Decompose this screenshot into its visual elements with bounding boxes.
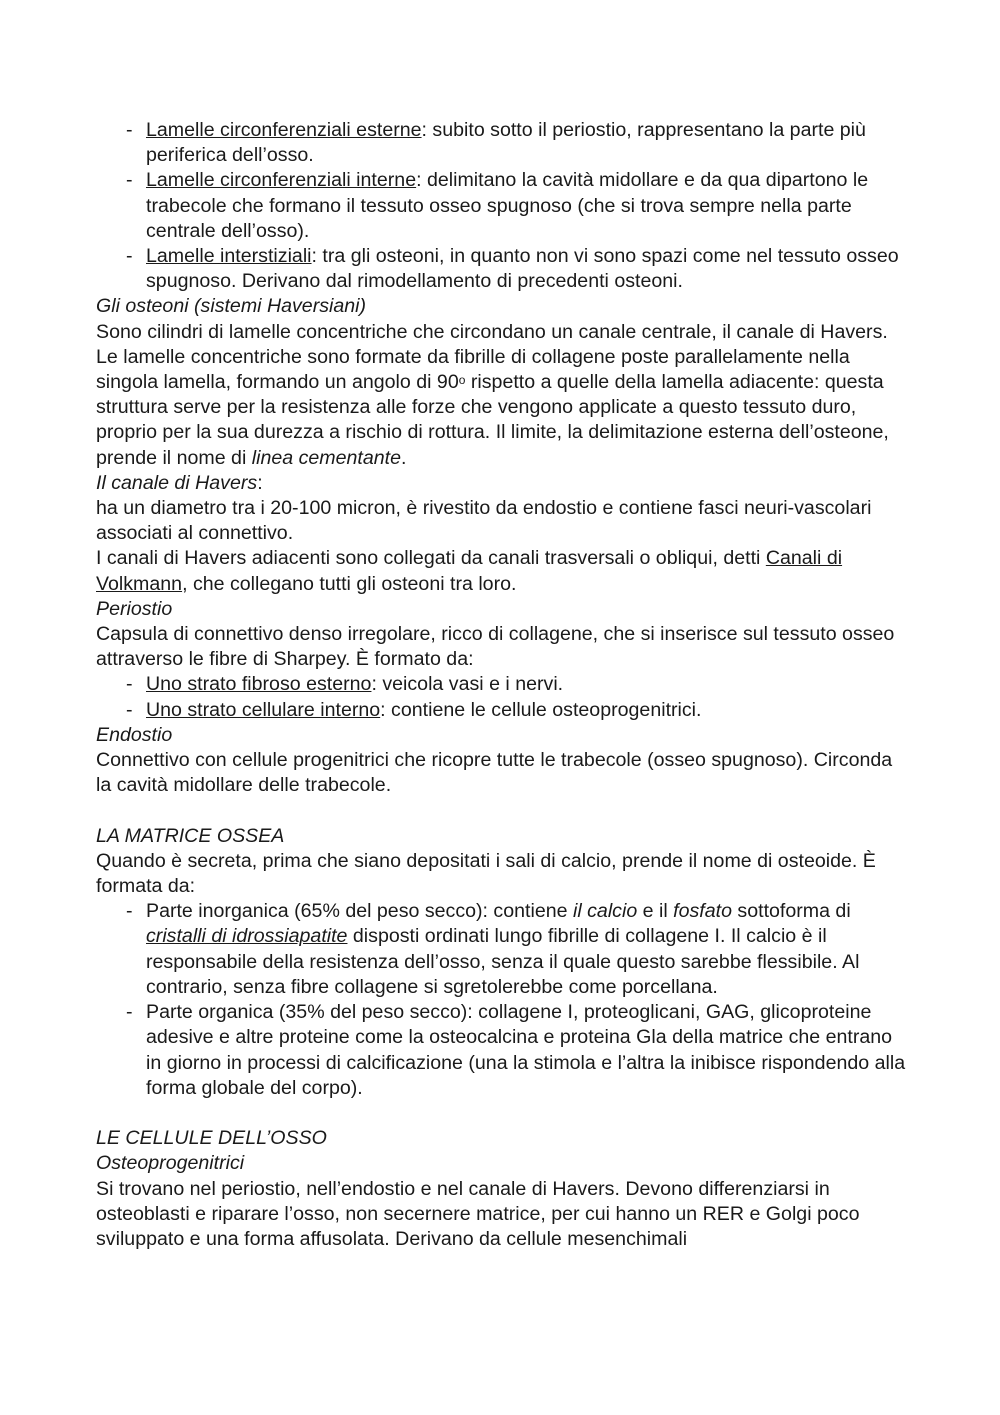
heading-matrice-ossea: LA MATRICE OSSEA bbox=[96, 824, 285, 847]
heading-periostio: Periostio bbox=[96, 597, 173, 620]
heading-endostio: Endostio bbox=[96, 723, 173, 746]
list-item bbox=[146, 168, 908, 244]
term-linea-cementante: linea cementante bbox=[251, 446, 401, 469]
blank-line bbox=[96, 1101, 908, 1126]
heading-havers bbox=[96, 471, 908, 496]
paragraph-text: rispetto a quelle della lamella adiacente: questa struttura serve per la resistenza alle forze che vengono applicate a questo tessuto duro, proprio per la sua durezza a rischio di rottura. Il limite, la delimitazione esterna dell’osteone, prende il nome di bbox=[96, 371, 889, 469]
degree-superscript: o bbox=[458, 373, 466, 388]
term-lamelle-interstiziali: Lamelle interstiziali bbox=[146, 245, 312, 268]
document-page bbox=[96, 118, 908, 1252]
item-text: Parte organica (35% del peso secco): collagene I, proteoglicani, GAG, glicoproteine adesive e altre proteine come la osteocalcina e proteina Gla della matrice che entrano in giorno in processi di calcificazione (una la stimola e l’altra la inibisce rispondendo alla forma globale del corpo). bbox=[146, 1001, 906, 1099]
paragraph-periostio: Capsula di connettivo denso irregolare, ricco di collagene, che si inserisce sul tessuto osseo attraverso le fibre di Sharpey. È formato da: bbox=[96, 623, 895, 671]
item-text: : tra gli osteoni, in quanto non vi sono spazi come nel tessuto osseo spugnoso. Derivano dal rimodellamento di precedenti osteoni. bbox=[146, 245, 899, 293]
blank-line bbox=[96, 798, 908, 823]
term-strato-fibroso: Uno strato fibroso esterno bbox=[146, 673, 372, 696]
term-lamelle-interne: Lamelle circonferenziali interne bbox=[146, 169, 417, 192]
term-canali-volkmann: Canali di Volkmann bbox=[96, 547, 843, 595]
term-strato-cellulare: Uno strato cellulare interno bbox=[146, 698, 381, 721]
periostio-list bbox=[96, 672, 908, 722]
paragraph-matrice: Quando è secreta, prima che siano depositati i sali di calcio, prende il nome di osteoide. È formata da: bbox=[96, 849, 876, 898]
term-lamelle-esterne: Lamelle circonferenziali esterne bbox=[146, 119, 422, 141]
paragraph-text: , che collegano tutti gli osteoni tra loro. bbox=[182, 572, 517, 595]
term-calcio: il calcio bbox=[572, 900, 638, 923]
paragraph-text: I canali di Havers adiacenti sono collegati da canali trasversali o obliqui, detti bbox=[96, 547, 766, 570]
list-item bbox=[146, 672, 908, 697]
item-text: : veicola vasi e i nervi. bbox=[371, 673, 564, 696]
heading-osteoprogenitrici: Osteoprogenitrici bbox=[96, 1152, 245, 1175]
paragraph-havers-1: ha un diametro tra i 20-100 micron, è rivestito da endostio e contiene fasci neuri-vascolari associati al connettivo. bbox=[96, 497, 872, 545]
list-item bbox=[146, 118, 908, 168]
item-text: disposti ordinati lungo fibrille di collagene I. Il calcio è il responsabile della resistenza dell’osso, senza il quale questo sarebbe flessibile. Al contrario, senza fibre collagene si sgretolerebbe come porcellana. bbox=[146, 925, 860, 998]
item-text: Parte inorganica (65% del peso secco): contiene bbox=[146, 900, 573, 923]
heading-cellule-osso: LE CELLULE DELL’OSSO bbox=[96, 1127, 327, 1150]
heading-text: Il canale di Havers bbox=[96, 471, 258, 494]
item-text: sottoforma di bbox=[731, 900, 851, 923]
item-text: e il bbox=[637, 900, 674, 923]
item-text: : delimitano la cavità midollare e da qua dipartono le trabecole che formano il tessuto osseo spugnoso (che si trova sempre nella parte centrale dell’osso). bbox=[146, 169, 869, 242]
item-text: : contiene le cellule osteoprogenitrici. bbox=[380, 698, 702, 721]
matrice-list bbox=[96, 899, 908, 1101]
paragraph-osteoni bbox=[96, 320, 908, 471]
list-item bbox=[146, 244, 908, 294]
term-cristalli-idrossiapatite: cristalli di idrossiapatite bbox=[146, 925, 348, 948]
paragraph-text: Sono cilindri di lamelle concentriche che circondano un canale centrale, il canale di Havers. Le lamelle concentriche sono formate da fibrille di collagene poste parallelamente nella singola lamella, formando un angolo di 90 bbox=[96, 320, 888, 394]
lamelle-list bbox=[96, 118, 908, 294]
term-fosfato: fosfato bbox=[673, 900, 732, 923]
item-text: : subito sotto il periostio, rappresentano la parte più periferica dell’osso. bbox=[146, 119, 866, 167]
list-item bbox=[146, 899, 908, 1000]
heading-suffix: : bbox=[257, 471, 263, 494]
paragraph-text: . bbox=[401, 446, 407, 469]
list-item bbox=[146, 698, 908, 723]
paragraph-osteoprogenitrici: Si trovano nel periostio, nell’endostio e nel canale di Havers. Devono differenziarsi in osteoblasti e riparare l’osso, non secernere matrice, per cui hanno un RER e Golgi poco sviluppato e una forma affusolata. Derivano da cellule mesenchimali bbox=[96, 1177, 860, 1250]
list-item bbox=[146, 1000, 908, 1101]
heading-osteoni: Gli osteoni (sistemi Haversiani) bbox=[96, 295, 367, 318]
paragraph-havers-2 bbox=[96, 546, 908, 596]
paragraph-endostio: Connettivo con cellule progenitrici che ricopre tutte le trabecole (osseo spugnoso). Circonda la cavità midollare delle trabecole. bbox=[96, 749, 893, 797]
